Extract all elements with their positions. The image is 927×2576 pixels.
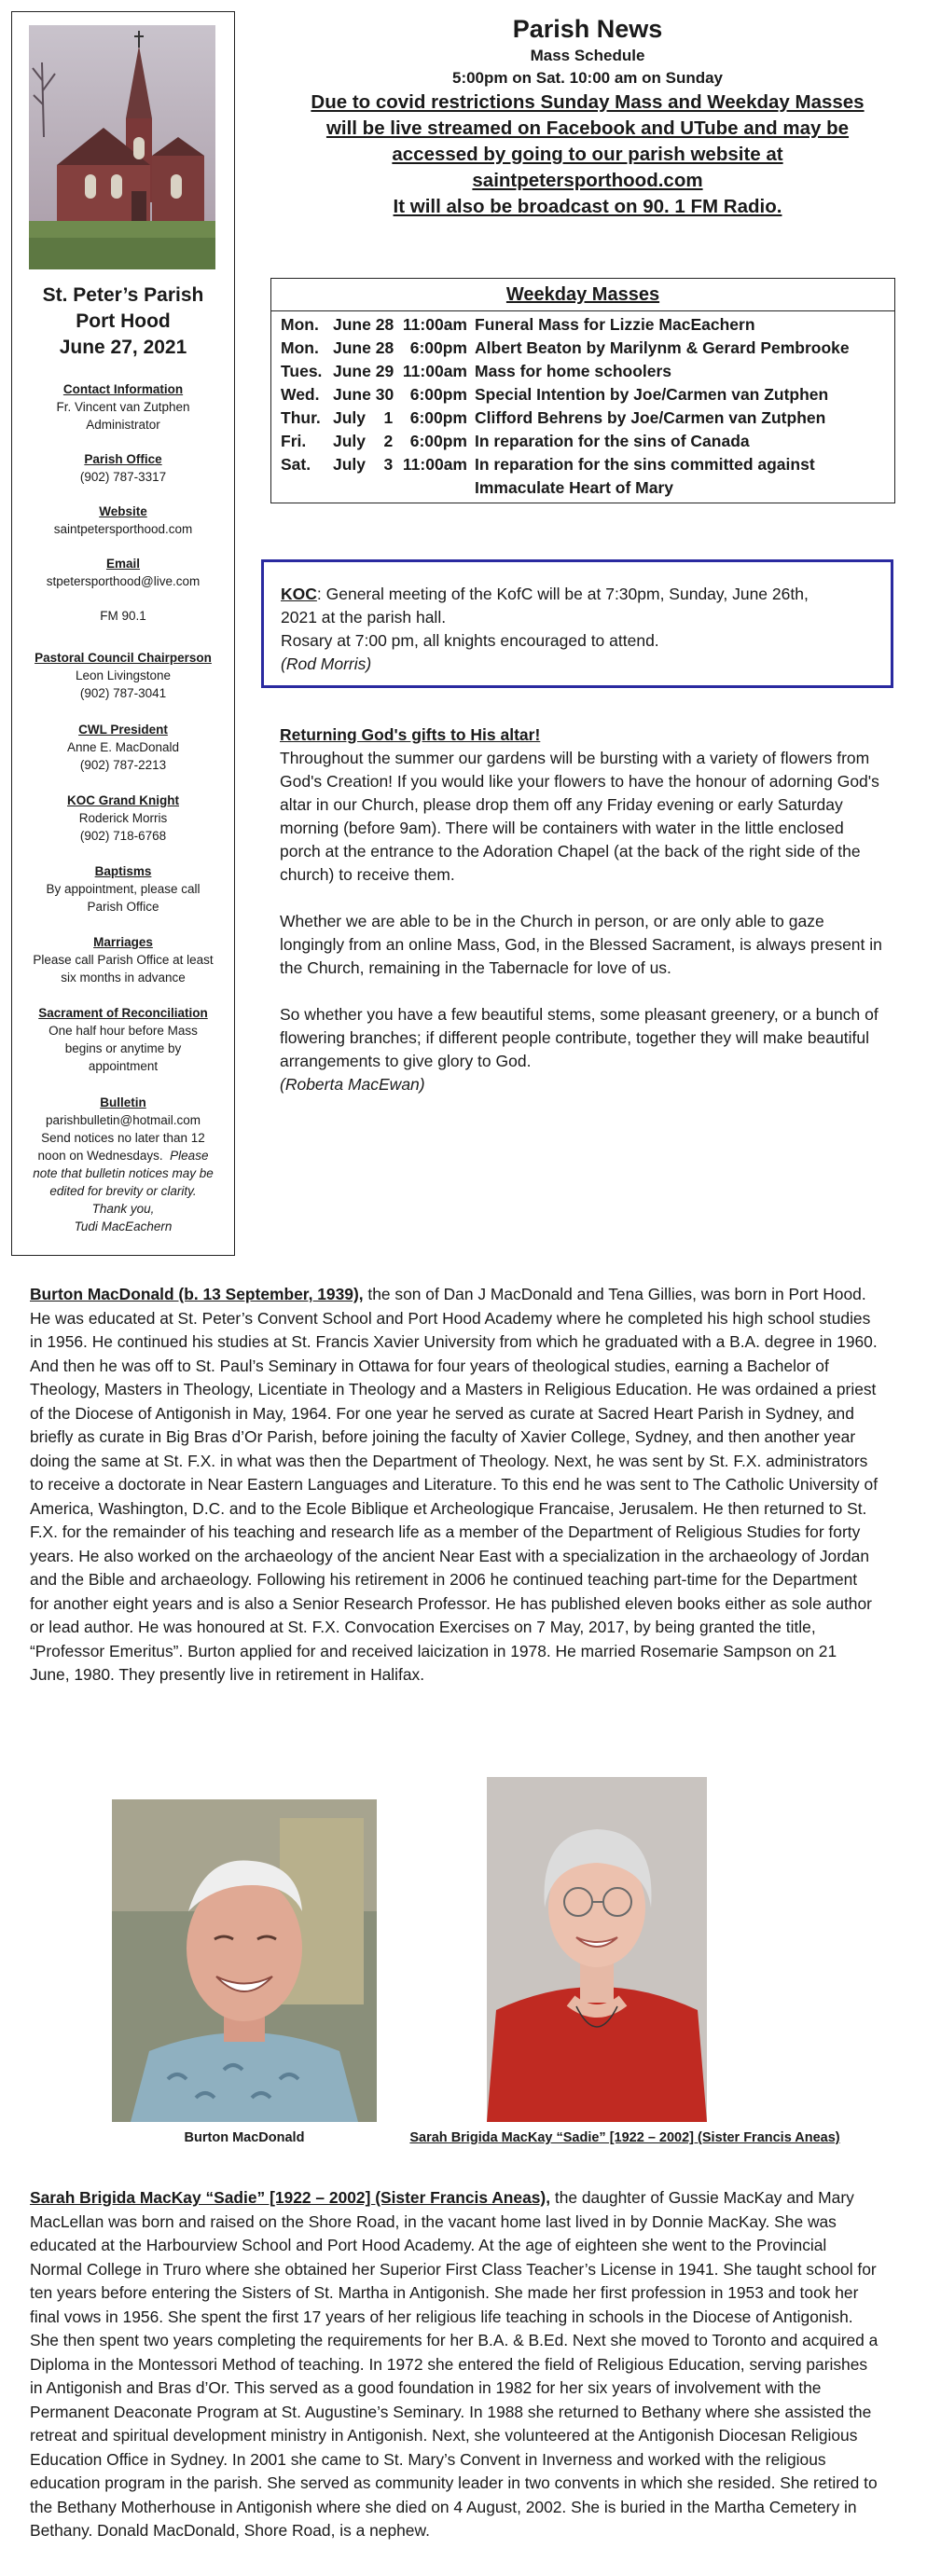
table-row — [271, 430, 894, 453]
mass-day: Mon. — [281, 315, 319, 334]
sarah-photo — [487, 1777, 707, 2122]
radio-section — [12, 607, 234, 625]
table-row — [271, 313, 894, 337]
koc-contact-section — [12, 792, 234, 845]
koc-contact-phone[interactable]: (902) 718-6768 — [79, 829, 167, 843]
church-illustration — [29, 25, 215, 269]
burton-bio-name: Burton MacDonald (b. 13 September, 1939), — [30, 1285, 364, 1303]
table-row — [271, 383, 894, 406]
bulletin-italic1: Please — [170, 1149, 209, 1163]
weekday-masses-table — [270, 278, 895, 503]
koc-author: (Rod Morris) — [281, 654, 372, 673]
koc-line1 — [281, 583, 874, 606]
bulletin-italic5: Tudi MacEachern — [74, 1219, 173, 1233]
bulletin-line2: noon on Wednesdays. — [37, 1149, 163, 1163]
flowers-title: Returning God's gifts to His altar! — [280, 725, 541, 744]
sarah-bio-name: Sarah Brigida MacKay “Sadie” [1922 – 2002] (Sister Francis Aneas), — [30, 2188, 551, 2207]
mass-intention: Funeral Mass for Lizzie MacEachern — [475, 315, 755, 334]
email-section — [12, 555, 234, 590]
pastoral-name: Leon Livingstone — [75, 668, 172, 682]
mass-intention: In reparation for the sins of Canada — [475, 432, 750, 450]
burton-photo — [112, 1799, 377, 2122]
page-title: Parish News — [512, 15, 663, 43]
cwl-heading: CWL President — [78, 723, 168, 737]
livestream-notice-line: will be live streamed on Facebook and UTube and may be — [325, 117, 850, 139]
mass-time: 6:00pm — [409, 338, 467, 357]
bulletin-italic2: note that bulletin notices may be — [33, 1166, 214, 1180]
bulletin-section — [12, 1094, 234, 1235]
contact-heading: Contact Information — [62, 382, 184, 396]
bulletin-line1: Send notices no later than 12 — [41, 1131, 205, 1145]
mass-day: Fri. — [281, 432, 307, 450]
cwl-name: Anne E. MacDonald — [66, 740, 180, 754]
bulletin-italic3: edited for brevity or clarity. — [49, 1184, 197, 1198]
bulletin-heading: Bulletin — [100, 1095, 146, 1109]
baptisms-section — [12, 862, 234, 916]
website-heading: Website — [99, 504, 147, 518]
contact-role: Administrator — [86, 418, 160, 432]
contact-name: Fr. Vincent van Zutphen — [56, 400, 190, 414]
koc-text3: Rosary at 7:00 pm, all knights encouraged to attend. — [281, 631, 659, 650]
pastoral-heading: Pastoral Council Chairperson — [35, 651, 212, 665]
mass-intention: Clifford Behrens by Joe/Carmen van Zutphen — [475, 408, 826, 427]
parish-news-header — [261, 13, 914, 220]
flowers-paragraph-2: Whether we are able to be in the Church in person, or are only able to gaze longingly from an online Mass, God, in the Blessed Sacrament, is always present in the Church, remaining in the Tabernacle for love of us. — [280, 912, 882, 977]
bulletin-date: June 27, 2021 — [59, 337, 187, 358]
marriages-heading: Marriages — [93, 935, 153, 949]
mass-schedule-label: Mass Schedule — [530, 47, 645, 64]
table-row — [271, 453, 894, 500]
baptisms-heading: Baptisms — [94, 864, 152, 878]
flowers-paragraph-1: Throughout the summer our gardens will be bursting with a variety of flowers from God's Creation! If you would like your flowers to have the honour of adorning God's altar in our Church, please drop them off any Friday evening or early Saturday morning (before 9am). There will be containers with water in the little enclosed porch at the entrance to the Adoration Chapel (at the back of the right side of the church) to receive them. — [280, 749, 879, 884]
flowers-author: (Roberta MacEwan) — [280, 1075, 425, 1094]
mass-day: Mon. — [281, 338, 319, 357]
mass-date: June 29 — [333, 362, 394, 380]
burton-bio-text: the son of Dan J MacDonald and Tena Gillies, was born in Port Hood. He was educated at St. Peter’s Convent School and Port Hood Academy where he completed his high school studies in 1956. He continued his studies at St. Francis Xavier University from which he graduated with a B.A. degree in 1960. And then he was off to St. Paul’s Seminary in Ottawa for four years of theological studies, earning a Bachelor of Theology, Masters in Theology, Licentiate in Theology and a Masters in Religious Education. He was ordained a priest of the Diocese of Antigonish in May, 1964. For one year he served as curate at Sacred Heart Parish in Sydney, and briefly as curate in Big Bras d’Or Parish, before joining the faculty of Xavier College, Sydney, and then another year doing the same at St. F.X. in what was then the Department of Theology. Next, he was sent by St. F.X. administrators to receive a doctorate in Near Eastern Languages and Literature. To this end he was sent to The Catholic University of America, Washington, D.C. and to the Ecole Biblique et Archeologique Francaise, Jerusalem. He then returned to St. F.X. for the remainder of his teaching and research life as a member of the Department of Religious Studies for forty years. He also worked on the archaeology of the ancient Near East with a specialization in the archaeology of Jordan and the Bible and archaeology. Following his retirement in 2006 he continued teaching part-time for the Department for another eight years and is also a Senior Research Professor. He has published eleven books either as sole author or lead author. He was honoured at St. F.X. Convocation Exercises on 7 May, 2017, by being granted the title, “Professor Emeritus”. Burton applied for and received laicization in 1978. He married Rosemarie Sampson on 21 June, 1980. They presently live in retirement in Halifax. — [30, 1285, 879, 1684]
mass-time: 11:00am — [402, 362, 467, 380]
bulletin-italic4: Thank you, — [91, 1202, 155, 1216]
burton-portrait — [112, 1799, 377, 2122]
radio-notice-line: It will also be broadcast on 90. 1 FM Radio. — [393, 196, 782, 217]
sarah-bio-text: the daughter of Gussie MacKay and Mary MacLellan was born and raised on the Shore Road, in the vacant home last lived in by Donnie MacKay. She was educated at the Harbourview School and Port Hood Academy. At the age of eighteen she went to the Provincial Normal College in Truro where she obtained her Superior First Class Teacher’s License in 1941. She taught school for ten years before entering the Sisters of St. Martha in Antigonish. She made her first profession in 1953 and took her final vows in 1956. She spent the first 17 years of her religious life teaching in schools in the Diocese of Antigonish. She then spent two years completing the requirements for her B.A. & B.Ed. Next she moved to Toronto and acquired a Diploma in the Montessori Method of teaching. In 1972 she entered the field of Religious Education, serving parishes in Antigonish and Bras d’Or. This served as a good foundation in 1982 for her six years of involvement with the Permanent Deaconate Program at St. Augustine’s Seminary. In 1988 she returned to Bethany where she assisted the retreat and spiritual development ministry in Antigonish. Next, she volunteered at the Antigonish Diocesan Religious Education Office in Sydney. In 2001 she came to St. Mary’s Convent in Inverness and worked with the religious education program in the parish. She served as community leader in two convents in which she resided. She retired to the Bethany Motherhouse in Antigonish where she died on 4 August, 2002. She is buried in the Martha Cemetery in Bethany. Donald MacDonald, Shore Road, is a nephew. — [30, 2188, 879, 2540]
koc-notice — [261, 559, 893, 688]
flowers-paragraph-3: So whether you have a few beautiful stems, some pleasant greenery, or a bunch of flowering branches; if different people contribute, together they will make beautiful arrangements to give glory to God. — [280, 1005, 879, 1070]
email-link[interactable]: stpetersporthood@live.com — [46, 574, 201, 588]
website-link[interactable]: saintpetersporthood.com — [53, 522, 193, 536]
parish-town: Port Hood — [76, 310, 171, 332]
livestream-notice-line: Due to covid restrictions Sunday Mass and Weekday Masses — [311, 91, 865, 113]
mass-intention-continued: Immaculate Heart of Mary — [475, 478, 673, 497]
office-section — [12, 450, 234, 486]
mass-time: 6:00pm — [409, 432, 467, 450]
mass-intention: Mass for home schoolers — [475, 362, 672, 380]
church-photo — [29, 25, 215, 269]
reconciliation-line1: One half hour before Mass — [48, 1024, 198, 1038]
burton-photo-caption: Burton MacDonald — [184, 2130, 305, 2145]
mass-times: 5:00pm on Sat. 10:00 am on Sunday — [451, 69, 724, 87]
mass-time: 6:00pm — [409, 408, 467, 427]
reconciliation-heading: Sacrament of Reconciliation — [38, 1006, 208, 1020]
contact-section — [12, 380, 234, 434]
koc-text1: : General meeting of the KofC will be at 7:30pm, Sunday, June 26th, — [316, 585, 809, 603]
marriages-section — [12, 933, 234, 986]
koc-contact-heading: KOC Grand Knight — [67, 793, 179, 807]
office-heading: Parish Office — [84, 452, 162, 466]
mass-date: June 30 — [333, 385, 394, 404]
table-row — [271, 360, 894, 383]
mass-intention: In reparation for the sins committed against — [475, 455, 815, 474]
weekday-rows — [271, 311, 894, 500]
bulletin-line2-wrap — [12, 1147, 234, 1164]
marriages-line1: Please call Parish Office at least — [33, 953, 214, 967]
koc-contact-name: Roderick Morris — [78, 811, 168, 825]
burton-bio — [30, 1283, 879, 1687]
reconciliation-line2: begins or anytime by — [64, 1041, 182, 1055]
table-row — [271, 337, 894, 360]
sidebar — [11, 11, 235, 1256]
mass-time: 11:00am — [402, 455, 467, 474]
cwl-section — [12, 721, 234, 774]
sarah-photo-caption: Sarah Brigida MacKay “Sadie” [1922 – 2002] (Sister Francis Aneas) — [409, 2130, 840, 2145]
reconciliation-section — [12, 1004, 234, 1075]
mass-day: Tues. — [281, 362, 323, 380]
mass-day: Wed. — [281, 385, 320, 404]
mass-intention: Special Intention by Joe/Carmen van Zutphen — [475, 385, 829, 404]
baptisms-line1: By appointment, please call — [46, 882, 201, 896]
marriages-line2: six months in advance — [61, 971, 186, 985]
flowers-article — [280, 723, 886, 1096]
mass-day: Sat. — [281, 455, 311, 474]
cwl-phone[interactable]: (902) 787-2213 — [79, 758, 167, 772]
bulletin-email[interactable]: parishbulletin@hotmail.com — [45, 1113, 201, 1127]
mass-date: July 2 — [333, 432, 394, 450]
mass-intention: Albert Beaton by Marilynm & Gerard Pembrooke — [475, 338, 850, 357]
website-section — [12, 503, 234, 538]
mass-time: 6:00pm — [409, 385, 467, 404]
koc-text2: 2021 at the parish hall. — [281, 608, 447, 627]
mass-time: 11:00am — [402, 315, 467, 334]
radio-frequency: FM 90.1 — [100, 609, 146, 623]
pastoral-section — [12, 649, 234, 702]
mass-day: Thur. — [281, 408, 321, 427]
baptisms-line2: Parish Office — [87, 900, 159, 914]
koc-label: KOC — [281, 585, 317, 603]
sarah-portrait — [487, 1777, 707, 2122]
mass-date: July 3 — [333, 455, 394, 474]
mass-date: July 1 — [333, 408, 394, 427]
office-phone[interactable]: (902) 787-3317 — [79, 470, 167, 484]
mass-date: June 28 — [333, 315, 394, 334]
table-row — [271, 406, 894, 430]
parish-heading — [12, 282, 234, 361]
reconciliation-line3: appointment — [88, 1059, 159, 1073]
weekday-masses-title: Weekday Masses — [271, 279, 894, 311]
livestream-website-link[interactable]: saintpetersporthood.com — [472, 170, 703, 191]
email-heading: Email — [105, 557, 141, 571]
livestream-notice-line: accessed by going to our parish website at — [392, 144, 783, 165]
sarah-bio — [30, 2186, 879, 2543]
pastoral-phone[interactable]: (902) 787-3041 — [79, 686, 167, 700]
mass-date: June 28 — [333, 338, 394, 357]
parish-name: St. Peter’s Parish — [42, 284, 204, 306]
